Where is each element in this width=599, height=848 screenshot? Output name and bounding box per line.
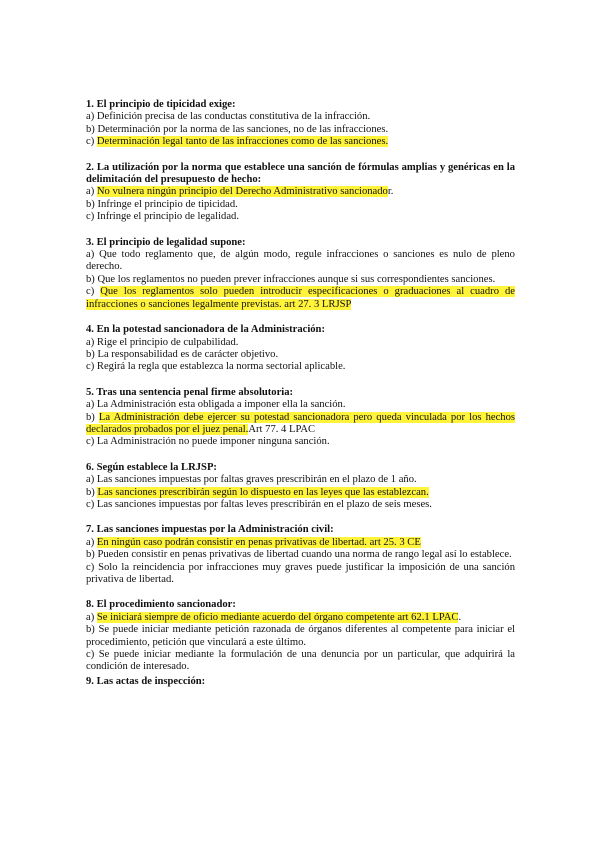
question-title: 7. Las sanciones impuestas por la Administración civil:: [86, 524, 334, 536]
option-a: a) Se iniciará siempre de oficio mediante acuerdo del órgano competente art 62.1 LPAC.: [86, 611, 462, 623]
option-c: c) Determinación legal tanto de las infracciones como de las sanciones.: [86, 136, 389, 148]
question-title: 6. Según establece la LRJSP:: [86, 461, 217, 473]
option-a: a) Rige el principio de culpabilidad.: [86, 336, 239, 348]
option-c: c) Infringe el principio de legalidad.: [86, 211, 239, 223]
option-a: a) Las sanciones impuestas por faltas graves prescribirán en el plazo de 1 año.: [86, 474, 417, 486]
option-c: c) Las sanciones impuestas por faltas leves prescribirán en el plazo de seis meses.: [86, 498, 432, 510]
option-c: c) Se puede iniciar mediante la formulación de una denuncia por un particular, que adquirirá la condición de interesado.: [86, 649, 515, 673]
question-9: [86, 676, 515, 688]
option-b: b) Que los reglamentos no pueden prever infracciones aunque si sus correspondientes sanciones.: [86, 273, 496, 285]
question-1: [86, 99, 515, 149]
option-a: a) Que todo reglamento que, de algún modo, regule infracciones o sanciones es nulo de pleno derecho.: [86, 249, 515, 273]
option-b: b) Infringe el principio de tipicidad.: [86, 198, 238, 210]
option-b: b) La responsabilidad es de carácter objetivo.: [86, 348, 279, 360]
option-a: a) La Administración esta obligada a imponer ella la sanción.: [86, 399, 346, 411]
option-c: c) La Administración no puede imponer ninguna sanción.: [86, 436, 330, 448]
question-title: 5. Tras una sentencia penal firme absolutoria:: [86, 386, 294, 398]
question-title: 2. La utilización por la norma que establece una sanción de fórmulas amplias y genéricas en la delimitación del presupuesto de hecho:: [86, 161, 515, 186]
question-8: [86, 599, 515, 673]
option-b: b) Determinación por la norma de las sanciones, no de las infracciones.: [86, 123, 389, 135]
option-c: c) Solo la reincidencia por infracciones muy graves puede justificar la imposición de una sanción privativa de libertad.: [86, 561, 515, 585]
question-title: 1. El principio de tipicidad exige:: [86, 99, 236, 110]
option-a: a) Definición precisa de las conductas constitutiva de la infracción.: [86, 111, 371, 123]
question-7: [86, 524, 515, 586]
question-title: 8. El procedimiento sancionador:: [86, 599, 236, 611]
question-6: [86, 462, 515, 512]
question-4: [86, 324, 515, 374]
question-2: [86, 162, 515, 224]
question-3: [86, 237, 515, 311]
question-title: 3. El principio de legalidad supone:: [86, 236, 246, 248]
question-title: 4. En la potestad sancionadora de la Administración:: [86, 324, 325, 336]
option-c: c) Que los reglamentos solo pueden introducir especificaciones o graduaciones al cuadro de infracciones o sanciones legalmente previstas. art 27. 3 LRJSP: [86, 286, 515, 310]
option-b: b) Las sanciones prescribirán según lo dispuesto en las leyes que las establezcan.: [86, 486, 429, 498]
option-b: b) La Administración debe ejercer su potestad sancionadora pero queda vinculada por los hechos declarados probados por el juez penal.Art 77. 4 LPAC: [86, 411, 515, 435]
option-a: a) No vulnera ningún principio del Derecho Administrativo sancionador.: [86, 186, 394, 198]
option-b: b) Se puede iniciar mediante petición razonada de órganos diferentes al competente para iniciar el procedimiento, petición que vinculará a este último.: [86, 624, 515, 648]
question-5: [86, 387, 515, 449]
option-a: a) En ningún caso podrán consistir en penas privativas de libertad. art 25. 3 CE: [86, 536, 421, 548]
option-c: c) Regirá la regla que establezca la norma sectorial aplicable.: [86, 361, 346, 373]
option-b: b) Pueden consistir en penas privativas de libertad cuando una norma de rango legal así lo establece.: [86, 549, 512, 561]
question-title: 9. Las actas de inspección:: [86, 675, 206, 687]
